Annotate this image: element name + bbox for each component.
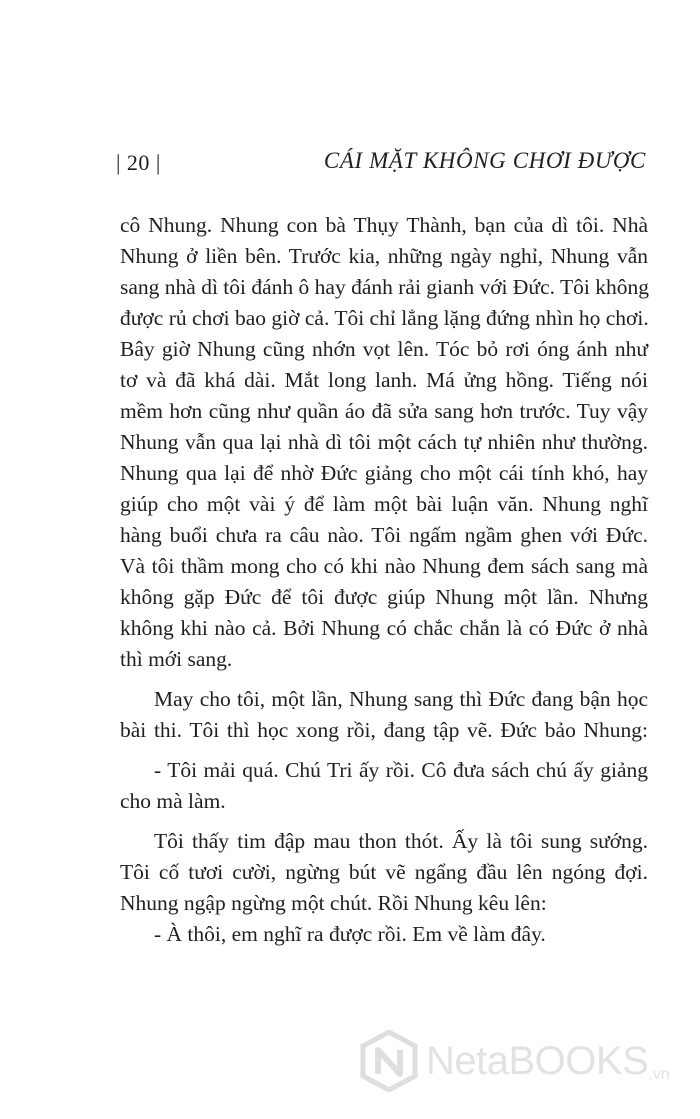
netabooks-hexagon-n-icon	[360, 1030, 418, 1092]
page-number: | 20 |	[116, 150, 161, 175]
watermark-tld: .vn	[648, 1066, 670, 1083]
text-line: hàng buổi chưa ra câu nào. Tôi ngấm ngầm ghen với Đức.	[120, 523, 648, 547]
text-line: Bây giờ Nhung cũng nhớn vọt lên. Tóc bỏ rơi óng ánh như	[120, 337, 648, 361]
text-line: cho mà làm.	[120, 789, 226, 813]
text-line: - Tôi mải quá. Chú Tri ấy rồi. Cô đưa sách chú ấy giảng	[154, 758, 648, 782]
text-line: May cho tôi, một lần, Nhung sang thì Đức đang bận học	[154, 687, 648, 711]
text-line: không gặp Đức để tôi được giúp Nhung một lần. Nhưng	[120, 585, 648, 609]
body-text	[120, 210, 648, 950]
watermark-brand: NetaBOOKS	[426, 1038, 649, 1083]
text-line: được rủ chơi bao giờ cả. Tôi chỉ lẳng lặng đứng nhìn họ chơi.	[120, 306, 649, 330]
text-line: Tôi cố tươi cười, ngừng bút vẽ ngẩng đầu lên ngóng đợi.	[120, 860, 648, 884]
text-line: không khi nào cả. Bởi Nhung có chắc chắn là có Đức ở nhà	[120, 616, 648, 640]
text-line: Nhung ở liền bên. Trước kia, những ngày nghỉ, Nhung vẫn	[120, 244, 648, 268]
text-line: Nhung ngập ngừng một chút. Rồi Nhung kêu lên:	[120, 891, 547, 915]
text-line: Nhung qua lại để nhờ Đức giảng cho một cái tính khó, hay	[120, 461, 648, 485]
text-line: cô Nhung. Nhung con bà Thụy Thành, bạn của dì tôi. Nhà	[120, 213, 648, 237]
text-line: bài thi. Tôi thì học xong rồi, đang tập vẽ. Đức bảo Nhung:	[120, 718, 648, 742]
text-line: - À thôi, em nghĩ ra được rồi. Em về làm đây.	[154, 922, 546, 946]
text-line: Tôi thấy tim đập mau thon thót. Ấy là tôi sung sướng.	[154, 829, 648, 853]
text-line: giúp cho một vài ý để làm một bài luận văn. Nhung nghĩ	[120, 492, 648, 516]
text-line: sang nhà dì tôi đánh ô hay đánh rải gianh với Đức. Tôi không	[120, 275, 649, 299]
text-line: mềm hơn cũng như quần áo đã sửa sang hơn trước. Tuy vậy	[120, 399, 648, 423]
text-line: tơ và đã khá dài. Mắt long lanh. Má ửng hồng. Tiếng nói	[120, 368, 648, 392]
text-line: thì mới sang.	[120, 647, 233, 671]
text-line: Và tôi thầm mong cho có khi nào Nhung đem sách sang mà	[120, 554, 648, 578]
running-title: CÁI MẶT KHÔNG CHƠI ĐƯỢC	[323, 148, 646, 173]
watermark	[360, 1030, 670, 1092]
text-line: Nhung vẫn qua lại nhà dì tôi một cách tự nhiên như thường.	[120, 430, 648, 454]
